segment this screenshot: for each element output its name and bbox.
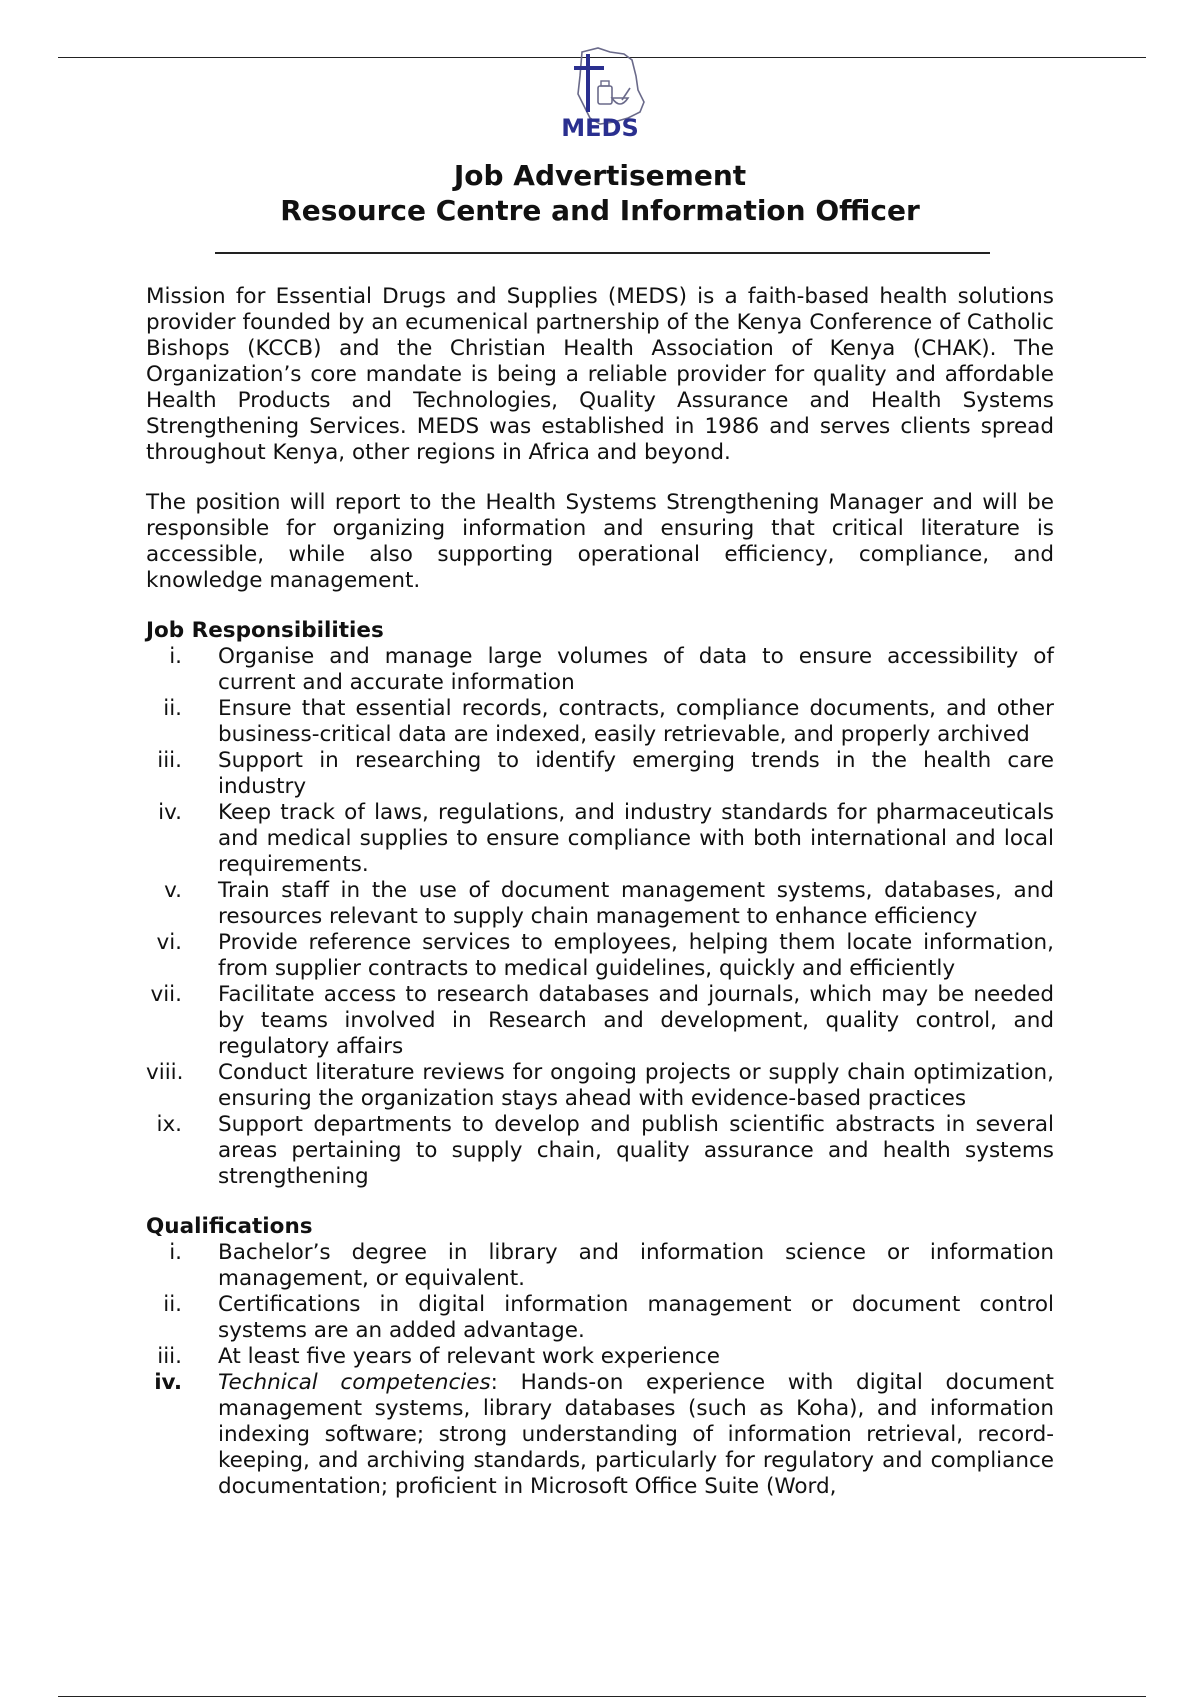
qualifications-heading: Qualifications xyxy=(146,1214,313,1239)
list-text: At least five years of relevant work experience xyxy=(218,1344,720,1369)
technical-competencies-label: Technical competencies xyxy=(218,1370,491,1395)
footer-rule xyxy=(58,1696,1146,1697)
list-item xyxy=(146,930,1054,982)
list-number: iv. xyxy=(158,800,182,825)
list-item xyxy=(146,748,1054,800)
list-text: Support in researching to identify emerging trends in the health care industry xyxy=(218,748,1054,799)
list-item xyxy=(146,696,1054,748)
list-item xyxy=(146,1112,1054,1190)
title-block xyxy=(0,158,1200,228)
meds-logo xyxy=(540,46,660,138)
list-item xyxy=(146,982,1054,1060)
meds-logo-graphic xyxy=(540,46,660,138)
list-text: : Hands-on experience with digital document management systems, library databases (such as Koha), and information indexing software; strong understanding of information retrieval, record-keeping, and archiving standards, particularly for regulatory and compliance documentation; proficient in Microsoft Office Suite (Word, xyxy=(218,1370,1054,1499)
page-title: Job Advertisement xyxy=(453,159,747,192)
list-item xyxy=(146,1240,1054,1292)
list-text: Conduct literature reviews for ongoing projects or supply chain optimization, ensuring the organization stays ahead with evidence-based practices xyxy=(218,1060,1054,1111)
list-text: Certifications in digital information management or document control systems are an added advantage. xyxy=(218,1292,1054,1343)
list-number: iii. xyxy=(157,748,182,773)
list-number: iii. xyxy=(157,1344,182,1369)
list-item xyxy=(146,1370,1054,1500)
list-number: ii. xyxy=(163,1292,182,1317)
position-title: Resource Centre and Information Officer xyxy=(280,194,920,227)
responsibilities-list xyxy=(146,644,1054,1190)
intro-paragraph-organization: Mission for Essential Drugs and Supplies (MEDS) is a faith-based health solutions provider founded by an ecumenical partnership of the Kenya Conference of Catholic Bishops (KCCB) and the Christian Health Association of Kenya (CHAK). The Organization’s core mandate is being a reliable provider for quality and affordable Health Products and Technologies, Quality Assurance and Health Systems Strengthening Services. MEDS was established in 1986 and serves clients spread throughout Kenya, other regions in Africa and beyond. xyxy=(146,284,1054,465)
list-item xyxy=(146,644,1054,696)
list-text: Provide reference services to employees, helping them locate information, from supplier contracts to medical guidelines, quickly and efficiently xyxy=(218,930,1054,981)
list-number: v. xyxy=(164,878,182,903)
responsibilities-heading: Job Responsibilities xyxy=(146,618,384,643)
list-number: vii. xyxy=(150,982,182,1007)
qualifications-list xyxy=(146,1240,1054,1500)
list-item xyxy=(146,1344,1054,1370)
list-text: Organise and manage large volumes of data to ensure accessibility of current and accurate information xyxy=(218,644,1054,695)
list-item xyxy=(146,878,1054,930)
list-text: Facilitate access to research databases and journals, which may be needed by teams involved in Research and development, quality control, and regulatory affairs xyxy=(218,982,1054,1059)
list-item xyxy=(146,1292,1054,1344)
list-number: iv. xyxy=(154,1370,182,1395)
list-number: ix. xyxy=(156,1112,182,1137)
list-item xyxy=(146,1060,1054,1112)
list-number: i. xyxy=(169,1240,182,1265)
list-number: ii. xyxy=(163,696,182,721)
list-number: viii. xyxy=(146,1060,184,1085)
list-text: Keep track of laws, regulations, and industry standards for pharmaceuticals and medical supplies to ensure compliance with both international and local requirements. xyxy=(218,800,1054,877)
intro-paragraph-position: The position will report to the Health Systems Strengthening Manager and will be responsible for organizing information and ensuring that critical literature is accessible, while also supporting operational efficiency, compliance, and knowledge management. xyxy=(146,490,1054,593)
list-text: Bachelor’s degree in library and information science or information management, or equivalent. xyxy=(218,1240,1054,1291)
list-text: Train staff in the use of document management systems, databases, and resources relevant to supply chain management to enhance efficiency xyxy=(218,878,1054,929)
list-text: Support departments to develop and publish scientific abstracts in several areas pertaining to supply chain, quality assurance and health systems strengthening xyxy=(218,1112,1054,1189)
list-item xyxy=(146,800,1054,878)
list-number: vi. xyxy=(156,930,182,955)
list-number: i. xyxy=(169,644,182,669)
document-body xyxy=(146,284,1054,1524)
title-underline xyxy=(215,252,990,254)
list-text: Ensure that essential records, contracts, compliance documents, and other business-critical data are indexed, easily retrievable, and properly archived xyxy=(218,696,1054,747)
logo-wordmark: MEDS xyxy=(561,114,639,138)
